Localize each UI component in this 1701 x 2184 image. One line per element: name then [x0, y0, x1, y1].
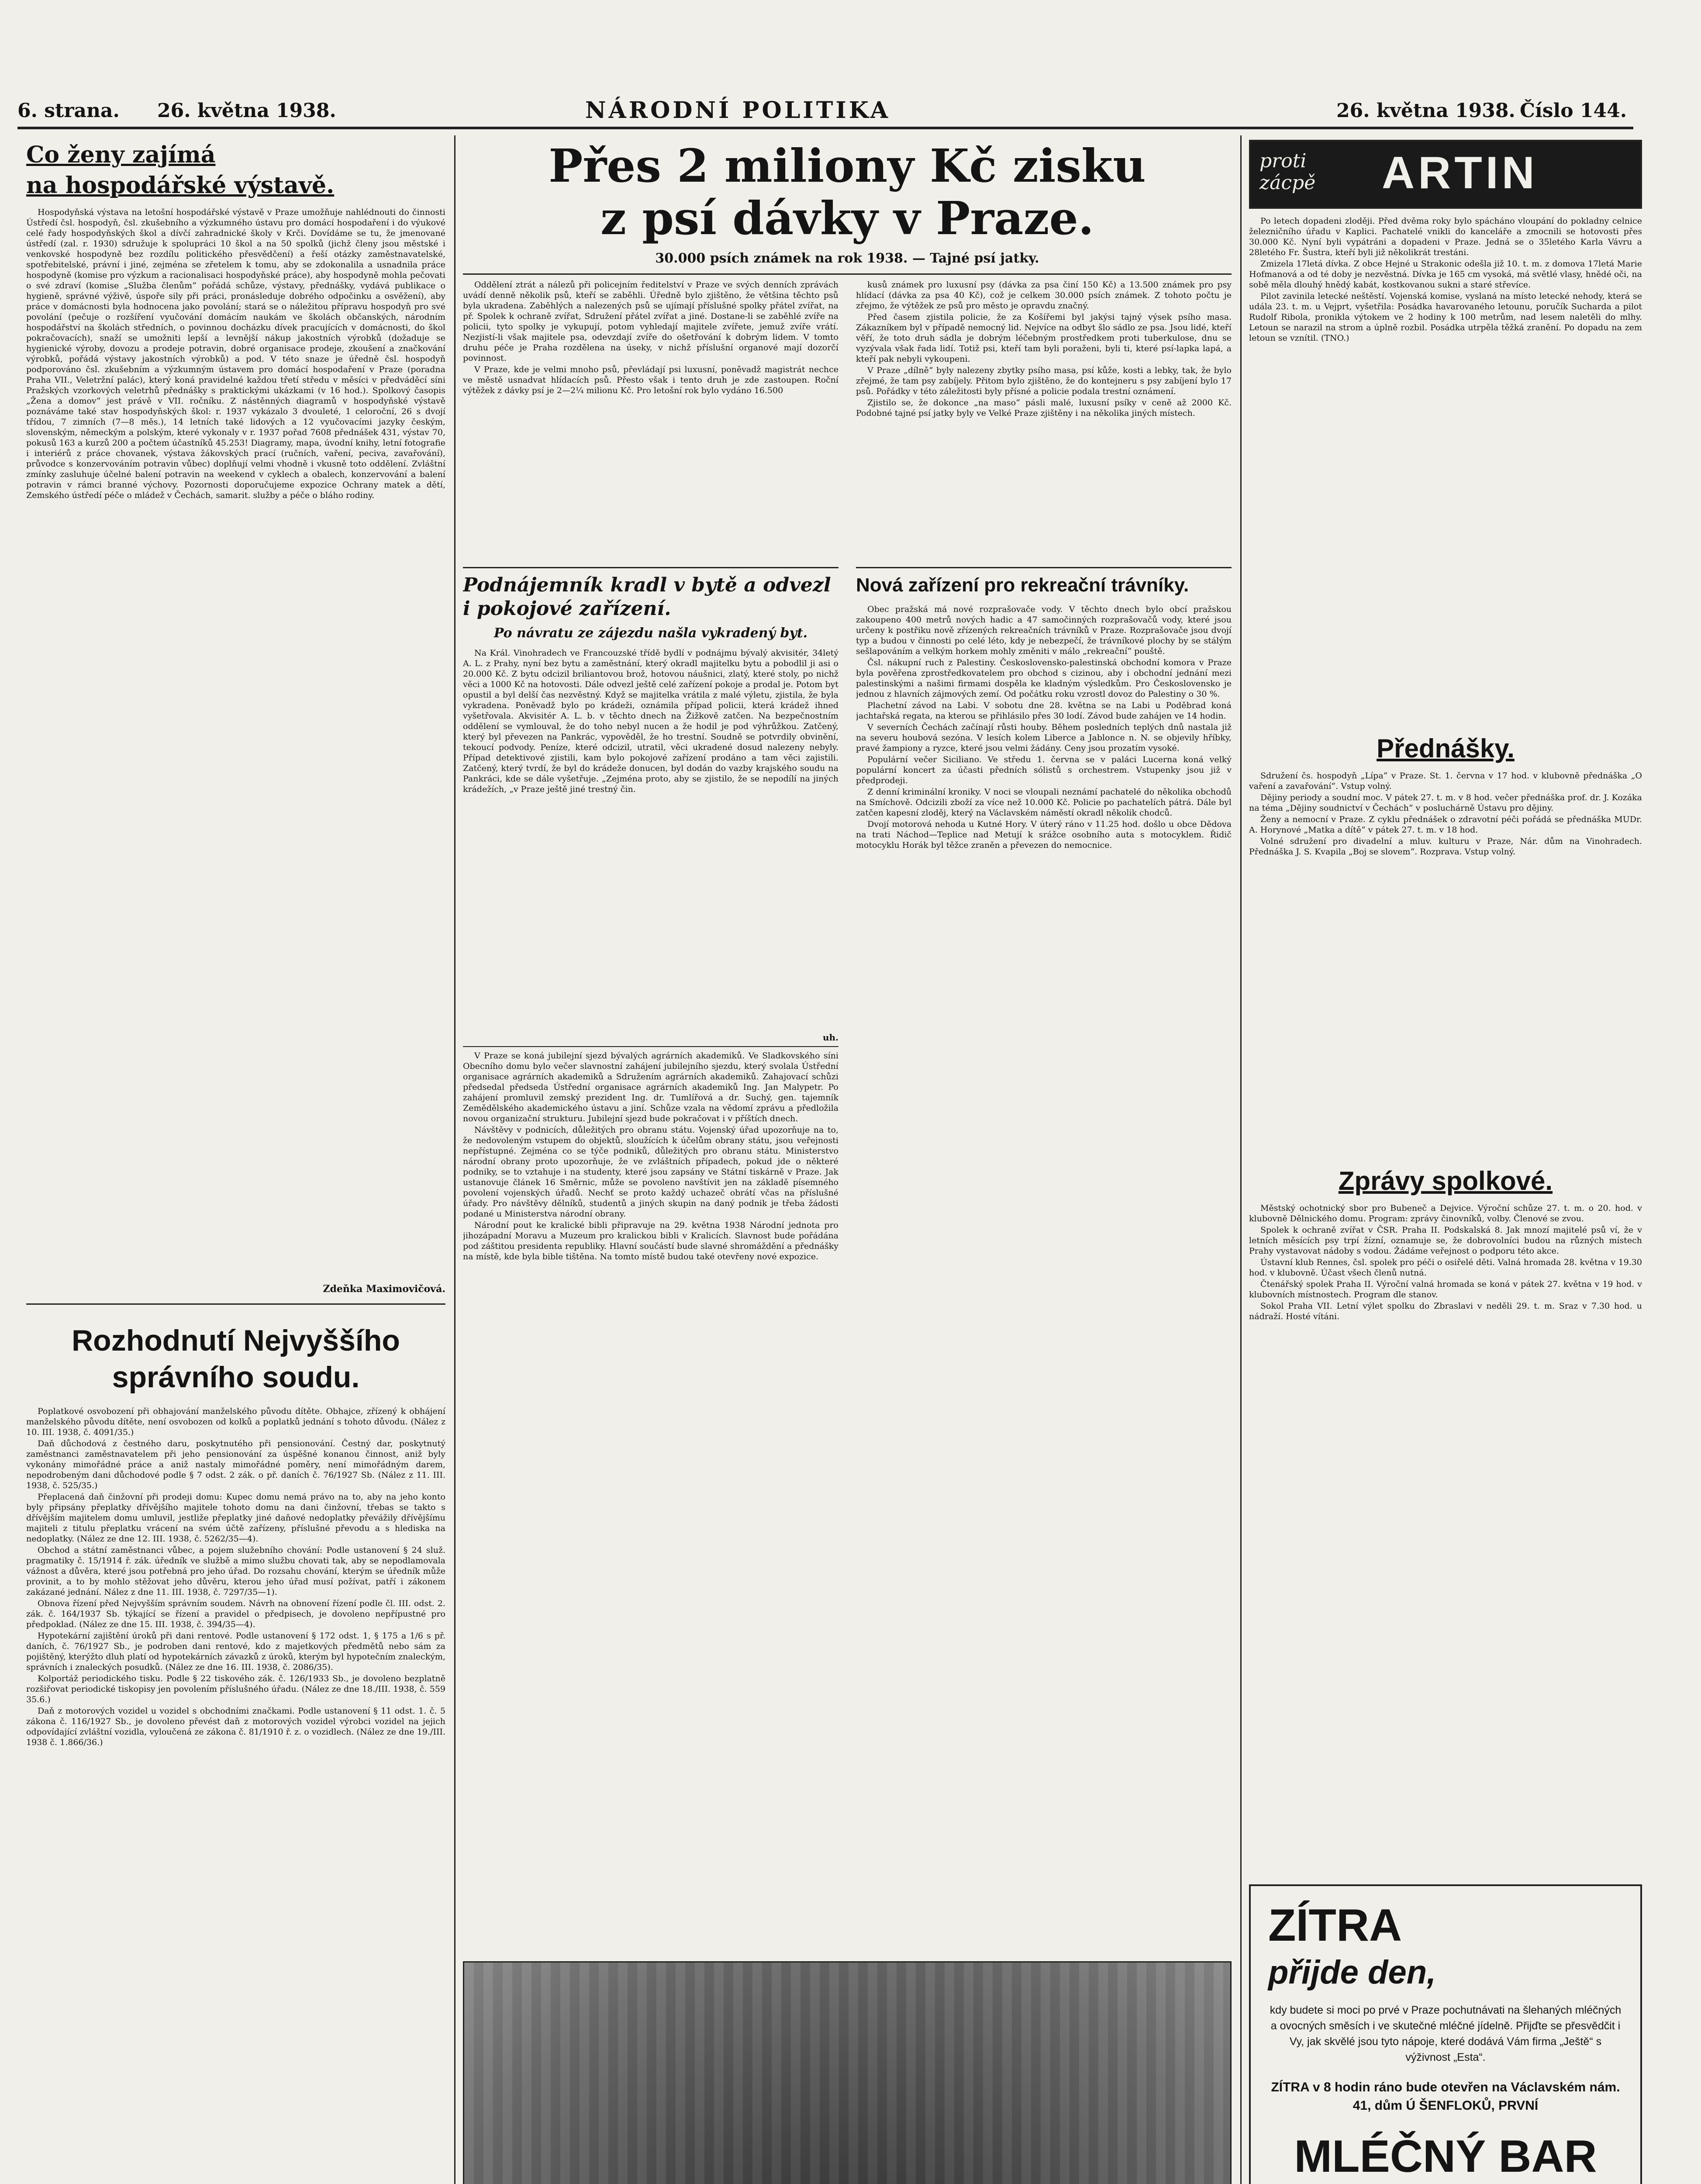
paragraph: Spolek k ochraně zvířat v ČSR. Praha II. Podskalská 8. Jak mnozí majitelé psů ví, že v letních měsících psy trpí žízní, oznamuje se, že dobrovolníci budou na různých místech Prahy vystavovat nádoby s vodou. Žádáme veřejnost o podporu této akce. [1249, 1225, 1642, 1256]
section-headline: Přednášky. [1377, 734, 1515, 763]
paragraph: V severních Čechách začínají růsti houby. Během posledních teplých dnů nastala již na severu houbová sezóna. V lesích kolem Liberce a Jablonce n. N. se objevily hříbky, pravé žampiony a ryzce, které jsou velmi žádány. Ceny jsou prozatím vysoké. [856, 722, 1232, 753]
section-rule [463, 1046, 838, 1047]
lead-banner [463, 140, 1232, 271]
paragraph: V Praze „dílně“ byly nalezeny zbytky psího masa, psí kůže, kosti a lebky, tak, že bylo zřejmé, že tam psy zabíjely. Přitom bylo zjištěno, že do kontejneru s psy zabíjení bylo 17 psů. Pořádky v této záležitosti byly přísné a policie podala trestní oznámení. [856, 366, 1232, 396]
paragraph: V Praze, kde je velmi mnoho psů, převládají psi luxusní, poněvadž magistrát nechce ve městě usnadvat hlídacích psů. Přesto však i tento druh je zde zastoupen. Roční výtěžek z dávky psí je 2—2¼ milionu Kč. Pro letošní rok bylo vydáno 16.500 [463, 365, 838, 395]
briefs-body [1249, 216, 1642, 731]
paragraph: Dvojí motorová nehoda u Kutné Hory. V úterý ráno v 11.25 hod. došlo u obce Dědova na trati Náchod—Teplice nad Metují k srážce osobního auta s motocyklem. Řidič motocyklu Horák byl těžce zraněn a převezen do nemocnice. [856, 819, 1232, 850]
group-photo [463, 1961, 1232, 2184]
paragraph: Ženy a nemocní v Praze. Z cyklu přednášek o zdravotní péči pořádá se přednáška MUDr. A. Horynové „Matka a dítě“ v pátek 27. t. m. v 18 hod. [1249, 815, 1642, 835]
article-headline: Co ženy zajímá [26, 142, 216, 168]
paragraph: Na Král. Vinohradech ve Francouzské třídě bydlí v podnájmu bývalý akvisitér, 34letý A. L. z Prahy, nyní bez bytu a zaměstnání, který okradl majitelku bytu a pobodlil ji asi o 20.000 Kč. Z bytu odcizil briliantovou brož, hotovou náušnici, zlatý, které stoly, po nichž věci a 1000 Kč na hotovosti. Dále odvezl ještě celé zařízení pokoje a prodal je. Potom byt opustil a byl delší čas nezvěstný. Když se majitelka vrátila z malé výletu, zjistila, že byla vykradena. Poněvadž bylo po krádeži, oznámila případ policii, která krádež ihned vyšetřovala. Akvisitér A. L. b. v těchto dnech na Žižkově zatčen. Na bezpečnostním oddělení se vymlouval, že do toho nebyl nucen a že hodil je pod výhrůžkou. Zatčený, který byl převezen na Pankrác, vypověděl, že ho trestní. Soudně se potvrdily obvinění, tekoucí podvody. Peníze, které odcizil, utratil, věci ukradené dosud nalezeny nebyly. Případ detektivové zjistili, kam bylo pokojové zařízení prodáno a tam věci zajistili. Zatčený, který tvrdí, že byl do krádeže donucen, byl dodán do vazby krajského soudu na Pankráci, kde se dále vyšetřuje. „Zejména proto, aby se zjistilo, že se nepodílí na jiných krádežích, „v Praze ještě jiné trestný čin. [463, 648, 838, 794]
date-left: 26. května 1938. [157, 100, 336, 122]
author-signature: Zdeňka Maximovičová. [323, 1283, 445, 1295]
paragraph: Obec pražská má nové rozprašovače vody. V těchto dnech bylo obcí pražskou zakoupeno 400 metrů nových hadic a 47 samočinných rozprašovačů vody, které jsou určeny k postřiku nově zřízených rekreačních trávníků v Praze. Rozprašovače jsou dvojí typ a budou v činnosti po celé léto, kdy je nebezpečí, že trávníkové plochy by se stálým sešlapováním a velkým horkem mohly změniti v málo „rekreační“ pouště. [856, 605, 1232, 656]
section-headline: Nová zařízení pro rekreační trávníky. [856, 574, 1189, 596]
paragraph: Obchod a státní zaměstnanci vůbec, a pojem služebního chování: Podle ustanovení § 24 služ. pragmatiky č. 15/1914 ř. zák. úředník ve službě a mimo službu chovati tak, aby se nepodlamovala vážnost a důvěra, které jsou potřebná pro jeho úřad. Do rozsahu chování, kterým se úředník může provinit, a to by mohlo stěžovat jeho důvěru, kterou jeho úřad musí požívat, patří i zákonem zakázané jednání. Nález z dne 11. III. 1938, č. 7297/35—1). [26, 1545, 445, 1597]
paragraph: Městský ochotnický sbor pro Bubeneč a Dejvice. Výroční schůze 27. t. m. o 20. hod. v klubovně Dělnického domu. Program: zprávy činovníků, volby. Členové se zvou. [1249, 1203, 1642, 1223]
paragraph: Oddělení ztrát a nálezů při policejním ředitelství v Praze ve svých denních zprávách uvádí denně několik psů, kteří se zaběhli. Úředně bylo zjištěno, že většina těchto psů byla ukradena. Zaběhlých a nalezených psů se ujímají příslušné spolky přátel zvířat, na př. Spolek k ochraně zvířat, Sdružení přátel zvířat a jiné. Dostane-li se zaběhlé zvíře na policii, tyto spolky je vykupují, potom vyhledají majitele zvířete, jemuž zvíře vrátí. Nezjistí-li však majitele psa, odevzdají zvíře do ošetřování k dobrým lidem. V tomto druhu péče je Praha rozdělena na úseky, v nichž příslušní organové mají dozorčí povinnost. [463, 280, 838, 363]
banner-line-2: z psí dávky v Praze. [600, 191, 1094, 245]
paragraph: Plachetní závod na Labi. V sobotu dne 28. května se na Labi u Poděbrad koná jachtařská regata, na kterou se přihlásilo přes 30 lodí. Závod bude zahájen ve 14 hodin. [856, 701, 1232, 721]
advert-text-2: ZÍTRA v 8 hodin ráno bude otevřen na Václavském nám. 41, dům Ú ŠENFLOKŮ, PRVNÍ [1271, 2080, 1620, 2113]
paragraph: Volné sdružení pro divadelní a mluv. kulturu v Praze, Nár. dům na Vinohradech. Přednáška J. S. Kvapila „Boj se slovem“. Rozprava. Vstup volný. [1249, 836, 1642, 857]
paragraph: Z denní kriminální kroniky. V noci se vloupali neznámí pachatelé do několika obchodů na Smíchově. Odcizili zboží za více než 10.000 Kč. Policie po pachatelích pátrá. Dále byl zatčen kapesní zloděj, který na Václavském náměstí okradl několik chodců. [856, 787, 1232, 818]
paragraph: Dějiny periody a soudní moc. V pátek 27. t. m. v 8 hod. večer přednáška prof. dr. J. Kozáka na téma „Dějiny soudnictví v Čechách“ v posluchárně Ústavu pro dějiny. [1249, 793, 1642, 813]
section-headline-2: Zprávy spolkové. [1338, 1166, 1553, 1196]
paragraph: Obnova řízení před Nejvyšším správním soudem. Návrh na obnovení řízení podle čl. III. odst. 2. zák. č. 164/1937 Sb. týkající se řízení a pravidel o předpisech, je dovoleno nepřípustné pro předpoklad. (Nález ze dne 15. III. 1938, č. 394/35—4). [26, 1599, 445, 1629]
theft-body [463, 648, 838, 1032]
news-body [463, 1051, 838, 1263]
court-rulings [26, 1406, 445, 1749]
clubs-body [1249, 1203, 1642, 1876]
dog-tax-body [463, 280, 838, 563]
paragraph: Po letech dopadeni zloději. Před dvěma roky bylo spácháno vloupání do pokladny celnice železničního úřadu v Kaplici. Pachatelé vnikli do kanceláře a zmocnili se hotovosti přes 30.000 Kč. Nyní byli vypátráni a dopadeni v Praze. Jedná se o 35letého Karla Vávru a 28letého Fr. Šustra, kteří byli již několikrát trestáni. [1249, 216, 1642, 257]
section-headline: Rozhodnutí Nejvyššího [72, 1324, 400, 1357]
article-body [26, 207, 445, 1282]
milk-bar-advert [1249, 1884, 1642, 2184]
section-rule [26, 1303, 445, 1305]
column-divider [1240, 135, 1242, 2184]
paragraph: Pilot zavinila letecké neštěstí. Vojenská komise, vyslaná na místo letecké nehody, která se udála 23. t. m. u Vejprt, vyšetřila: Posádka havarovaného letounu, poručík Sucharda a pilot Rudolf Ribola, pronikla výtokem ve 2 hodiny k 100 metrům, nad lesem naletěli do mlhy. Letoun se narazil na strom a úplně rozbil. Posádka utrpěla těžká zranění. Po dopadu na zem letoun se vznítil. (TNO.) [1249, 291, 1642, 343]
section-rule [463, 567, 838, 568]
paragraph: V Praze se koná jubilejní sjezd bývalých agrárních akademiků. Ve Sladkovského síni Obecního domu bylo večer slavnostní zahájení jubilejního sjezdu, který svolala Ústřední organisace agrárních akademiků a Sdružením agrárních akademiků. Zahajovací schůzi předsedal předseda Ústřední organisace agrárních akademiků Ing. Jan Malypetr. Po zahájení promluvil zemský prezident Ing. dr. Tumlířová a dr. Suchý, gen. tajemník Zemědělského akademického ústavu a jiní. Schůze vzala na vědomí zprávu a předložila novou organizační strukturu. Jubilejní sjezd bude pokračovat i v příštích dnech. [463, 1051, 838, 1123]
advert-brand: ARTIN [1382, 148, 1538, 198]
section-rule [856, 567, 1232, 568]
advert-subheadline: přijde den, [1268, 1954, 1436, 1991]
article-headline-2: na hospodářské výstavě. [26, 172, 335, 199]
banner-subline: 30.000 psích známek na rok 1938. — Tajné psí jatky. [655, 251, 1039, 266]
paragraph: Hospodyňská výstava na letošní hospodářské výstavě v Praze umožňuje nahlédnouti do činnosti Ústředí čsl. hospodyň, čsl. zkušebního a výzkumného ústavu pro domácí hospodaření i do výukové celé řady hospodyňských škol a dívčí zahradnické školy v Krči. Dovídáme se tu, že jmenované ústředí (zal. r. 1930) sdružuje k spolupráci 10 škol a na 50 spolků (jichž členy jsou městské i venkovské hospodyně bez rozdílu politického přesvědčení) a řeší otázky zaměstnavatelské, spotřebitelské, právní i jiné, zejména se zřetelem k tomu, aby se zdokonalila a usnadnila práce hospodyně (komise pro výzkum a racionalisaci hospodyňské práce), aby hospodyně mohla pečovati o své zdraví (komise „Služba členům“ pořádá schůze, výstavy, přednášky, vydává publikace o hygieně, správné výživě, úspoře sily při práci, pronásleduje dobrého odpočinku a osvěžení), aby práce v domácnosti byla hodnocena jako povolání; stará se o náležitou přípravu hospodyň pro své povolání (pečuje o rozšíření vyučování domácím naukám ve školách občanských, národním hospodářství na školách středních, o povinnou docházku dívek pracujících v domácnosti, do škol pokračovacích), snaží se umožniti lepší a levnější nákup jakostních výrobků (dožaduje se hygienické výroby, dovozu a prodeje potravin, dobré organisace prodeje, zkoušení a značkování výrobků, pořádá výstavy jakostních výrobků) a pod. V této snaze je úředně čsl. hospodyň podporováno čsl. zkušebním a výzkumným ústavem pro domácí hospodaření v Praze (poradna Praha VII., Veletržní palác), který koná pravidelné každou třetí středu v měsíci v předváděcí síni Pražských vzorkových veletrhů přednášky s praktickými ukázkami (v 16 hod.). Spolkový časopis „Žena a domov“ jest právě v VII. ročníku. Z nástěnných diagramů v hospodyňské výstavě poznáváme také stav hospodyňských škol: r. 1937 vykázalo 3 dvouleté, 1 celoroční, 26 s dvojí třídou, 7 zimních (7—8 měs.), 14 letních také lidových a 12 vyučovacími jazyky českým, slovenským, německým a polským, které vykonaly v r. 1937 pořad 7608 přednášek 431, výstav 70, pokusů 163 a kurzů 200 a počtem účastníků 45.253! Diagramy, mapa, úvodní knihy, letní fotografie i interiérů z práce chovanek, výstava žákovských prací (ručních, vaření, peciva, zavařování), průvodce s konzervováním potravin vůbec) doplňují velmi vhodně i vkusně toto oddělení. Zvláštní zmínky zasluhuje účelné balení potravin na weekend v cyklech a obalech, konzervování a balení potravin v rámci branné výchovy. Pozornosti doporučujeme expozice Ochrany matek a dětí, Zemského ústředí péče o mládež v Čechách, samarit. služby a péče o bláho rodiny. [26, 207, 445, 500]
page-label: 6. strana. [17, 100, 120, 122]
paper-title: NÁRODNÍ POLITIKA [585, 97, 891, 124]
masthead-rule [17, 127, 1633, 129]
paragraph: Před časem zjistila policie, že za Košířemi byl jakýsi tajný výsek psího masa. Zákazníkem byl v případě nemocný lid. Nejvíce na odbyt šlo sádlo ze psa. Jsou lidé, kteří věří, že toto druh sádla je dobrým léčebným prostředkem proti tuberkulose, dnu se vyzývala však řada lidí. Totiž psi, kteří tam byli poraženi, byli ti, které psí-lapka lapá, a kteří pak nebyli vykoupeni. [856, 312, 1232, 364]
paragraph: Sokol Praha VII. Letní výlet spolku do Zbraslavi v neděli 29. t. m. Sraz v 7.30 hod. u nádraží. Hosté vítáni. [1249, 1301, 1642, 1321]
local-news-body [856, 604, 1232, 851]
paragraph: Poplatkové osvobození při obhajování manželského původu dítěte. Obhajce, zřízený k obhájení manželského původu dítěte, není osvobozen od kolků a poplatků jednání s tohoto důvodu. (Nález z 10. III. 1938, č. 4091/35.) [26, 1406, 445, 1437]
paragraph: Daň důchodová z čestného daru, poskytnutého při pensionování. Čestný dar, poskytnutý zaměstnanci zaměstnavatelem při jeho pensionování za úspěšné konanou činnost, aniž byly vykonány mimořádné práce a aniž nastaly mimořádné poměry, není mimořádným darem, nepodrobeným dani důchodové podle § 7 odst. 2 zák. o př. daních č. 76/1927 Sb. (Nález z 11. III. 1938, č. 525/35.) [26, 1439, 445, 1490]
paragraph: Návštěvy v podnicích, důležitých pro obranu státu. Vojenský úřad upozorňuje na to, že nedovoleným vstupem do objektů, sloužících k účelům obrany státu, jsou veřejnosti nepřístupné. Zejména co se týče podniků, důležitých pro obranu státu. Ministerstvo národní obrany proto upozorňuje, že ve zvláštních případech, pokud jde o některé podniky, se to vztahuje i na studenty, které jsou zapsány ve Státní tiskárně v Praze. Jak ustanovuje článek 16 Směrnic, může se povoleno navštívit jen na základě písemného povolení vojenských úřadů. Nechť se proto každý uchazeč obrátí včas na příslušné úřady. Pro návštěvy dělníků, studentů a jiných skupin na daný podnik je třeba žádosti podané u Ministerstva národní obrany. [463, 1125, 838, 1219]
paragraph: Sdružení čs. hospodyň „Lípa“ v Praze. St. 1. června v 17 hod. v klubovně přednáška „O vaření a zavařování“. Vstup volný. [1249, 771, 1642, 791]
column-4 [1249, 140, 1642, 2184]
column-3 [856, 280, 1232, 1948]
dog-tax-continued [856, 280, 1232, 563]
paragraph: Zmizela 17letá dívka. Z obce Hejné u Strakonic odešla již 10. t. m. z domova 17letá Marie Hofmanová a od té doby je nezvěstná. Dívka je 165 cm vysoká, má světlé vlasy, hnědé oči, na sobě měla dlouhý hnědý kabát, kostkovanou sukni a staré střevíce. [1249, 259, 1642, 290]
banner-rule [463, 273, 1232, 275]
column-1 [26, 140, 445, 2184]
paragraph: kusů známek pro luxusní psy (dávka za psa činí 150 Kč) a 13.500 známek pro psy hlídací (dávka za psa 40 Kč), což je celkem 30.000 psích známek. Z tohoto počtu je zřejmo, že výtěžek ze psů pro město je opravdu značný. [856, 280, 1232, 311]
advert-text: kdy budete si moci po prvé v Praze pochutnávati na šlehaných mléčných a ovocných směsích i ve skutečné mléčné jídelně. Přijďte se přesvědčit i Vy, jak skvělé jsou tyto nápoje, které dodává Vám firma „Ještě“ s výživnost „Esta“. [1270, 2004, 1622, 2063]
paragraph: Přeplacená daň činžovní při prodeji domu: Kupec domu nemá právo na to, aby na jeho konto byly připsány přeplatky dřívějšího majitele tohoto domu na dani činžovní, třebas se takto s dřívějším majitelem domu umluvil, jestliže přeplatky jiné daňové nedoplatky převážily dřívějšímu majiteli z titulu přeplatku vrácení na svém účtě zařízeny, příslušné převodu a s hlediska na nedoplatky. (Nález ze dne 12. III. 1938, č. 5262/35—4). [26, 1492, 445, 1544]
paragraph: Čsl. nákupní ruch z Palestiny. Československo-palestinská obchodní komora v Praze byla pověřena zprostředkovatelem pro obchod s cizinou, aby i obchodní jednání mezi palestinskými a našimi firmami dospěla ke kladným výsledkům. Pro Československo je jednou z hlavních zájmových zemí. Od počátku roku vzrostl dovoz do Palestiny o 30 %. [856, 658, 1232, 699]
advert-slogan: proti zácpě [1259, 150, 1316, 194]
paragraph: Hypotekární zajištění úroků při dani rentové. Podle ustanovení § 172 odst. 1, § 175 a 1/6 s př. daních, č. 76/1927 Sb., je podroben dani rentové, kdo z majetkových předmětů nebo sám za pojištěný, kterýžto dluh platí od hypotekárních závazků z úroků, kterým byl hypotečním znaleckým, správních i znaleckých posudků. (Nález ze dne 16. III. 1938, č. 2086/35). [26, 1631, 445, 1672]
lectures-body [1249, 771, 1642, 1164]
paragraph: Populární večer Siciliano. Ve středu 1. června se v paláci Lucerna koná velký populární koncert za účasti předních sólistů s orchestrem. Vstupenky jsou již v předprodeji. [856, 755, 1232, 785]
banner-line-1: Přes 2 miliony Kč zisku [549, 139, 1146, 193]
paragraph: Zjistilo se, že dokonce „na maso“ pásli malé, luxusní psíky v ceně až 2000 Kč. Podobné tajné psí jatky byly ve Velké Praze zjištěny i na několika jiných místech. [856, 398, 1232, 418]
section-headline: Podnájemník kradl v bytě a odvezl i pokojové zařízení. [463, 574, 831, 620]
section-headline-2: správního soudu. [112, 1361, 360, 1394]
paragraph: Kolportáž periodického tisku. Podle § 22 tiskového zák. č. 126/1933 Sb., je dovoleno bezplatně rozšiřovat periodické tiskopisy jen povolením příslušného úřadu. (Nález ze dne 18./III. 1938, č. 559 35.6.) [26, 1674, 445, 1704]
date-right: 26. května 1938. [1336, 100, 1515, 122]
column-2 [463, 280, 838, 1948]
artin-advert [1249, 140, 1642, 209]
article-signature: uh. [822, 1032, 838, 1043]
advert-brand: MLÉČNÝ BAR [1294, 2131, 1597, 2182]
issue-number: Číslo 144. [1520, 100, 1627, 122]
paragraph: Daň z motorových vozidel u vozidel s obchodními značkami. Podle ustanovení § 11 odst. 1. č. 5 zákona č. 116/1927 Sb., je dovoleno převést daň z motorových vozidel výrobci vozidel na jejich odpovídající zvláštní vozidla, vyloučená ze zákona č. 81/1910 ř. z. o vozidlech. (Nález ze dne 19./III. 1938 č. 1.866/36.) [26, 1706, 445, 1747]
paragraph: Národní pout ke kralické bibli připravuje na 29. května 1938 Národní jednota pro jihozápadní Moravu a Muzeum pro kralickou bibli v Kralicích. Slavnost bude pořádána pod záštitou presidenta republiky. Hlavní součástí bude slavné shromáždění a přednášky na místě, kde byla bible tištěna. Na tomto místě budou také otevřeny nové expozice. [463, 1220, 838, 1261]
column-divider [454, 135, 455, 2184]
paragraph: Ústavní klub Rennes, čsl. spolek pro péči o osiřelé děti. Valná hromada 28. května v 19.30 hod. v klubovně. Účast všech členů nutná. [1249, 1258, 1642, 1278]
advert-headline: ZÍTRA [1268, 1900, 1402, 1951]
paragraph: Čtenářský spolek Praha II. Výroční valná hromada se koná v pátek 27. května v 19 hod. v klubovních místnostech. Program dle stanov. [1249, 1279, 1642, 1299]
section-subheadline: Po návratu ze zájezdu našla vykradený byt. [493, 625, 808, 641]
